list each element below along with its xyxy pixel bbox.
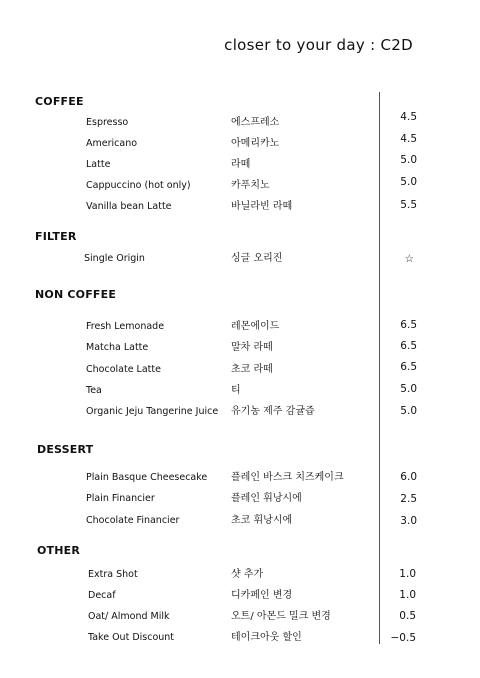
- item-name-en: Tea: [86, 385, 102, 396]
- item-price: 5.0: [400, 405, 417, 417]
- menu-item: [0, 492, 480, 506]
- item-price: 6.5: [400, 319, 417, 331]
- item-name-ko: 테이크아웃 할인: [231, 632, 302, 643]
- menu-item: [0, 471, 480, 485]
- item-price: 3.0: [400, 515, 417, 527]
- item-price: ☆: [404, 253, 414, 265]
- item-name-ko: 바닐라빈 라떼: [231, 201, 293, 212]
- item-price: 1.0: [399, 568, 416, 580]
- item-name-ko: 플레인 바스크 치즈케이크: [231, 472, 344, 483]
- item-price: 5.0: [400, 154, 417, 166]
- item-name-ko: 싱글 오리진: [231, 253, 283, 264]
- item-price: 2.5: [400, 493, 417, 505]
- item-name-en: Americano: [86, 138, 138, 149]
- menu-item: [0, 133, 480, 151]
- item-price: 5.5: [400, 199, 417, 211]
- item-price: 0.5: [399, 610, 416, 622]
- menu-item: [0, 252, 480, 266]
- item-name-ko: 아메리카노: [231, 138, 280, 149]
- item-name-en: Oat/ Almond Milk: [88, 611, 170, 622]
- menu-item: [0, 405, 480, 419]
- item-price: 1.0: [399, 589, 416, 601]
- item-name-en: Cappuccino (hot only): [86, 180, 191, 191]
- menu-item: [0, 568, 480, 582]
- item-name-en: Matcha Latte: [86, 342, 149, 353]
- menu-item: [0, 320, 480, 334]
- section-heading-coffee: COFFEE: [35, 95, 84, 108]
- section-heading-non-coffee: NON COFFEE: [35, 288, 117, 301]
- item-price: 6.5: [400, 361, 417, 373]
- item-name-en: Plain Financier: [86, 493, 155, 504]
- section-heading-filter: FILTER: [35, 230, 77, 243]
- item-name-en: Take Out Discount: [88, 632, 175, 643]
- menu-item: [0, 589, 480, 603]
- menu-item: [0, 384, 480, 398]
- item-name-ko: 초코 라떼: [231, 364, 273, 375]
- menu-item: [0, 200, 480, 214]
- item-name-ko: 유기농 제주 감귤즙: [231, 406, 315, 417]
- menu-item: [0, 341, 480, 355]
- item-name-ko: 디카페인 변경: [231, 590, 293, 601]
- item-name-en: Chocolate Latte: [86, 364, 161, 375]
- item-name-ko: 에스프레소: [231, 117, 280, 128]
- page-title: closer to your day : C2D: [224, 36, 413, 54]
- item-name-en: Fresh Lemonade: [86, 321, 165, 332]
- item-price: 6.0: [400, 471, 417, 483]
- item-price: 4.5: [400, 133, 417, 145]
- item-price: 5.0: [400, 383, 417, 395]
- item-name-en: Espresso: [86, 117, 129, 128]
- item-name-ko: 플레인 휘낭시에: [231, 493, 302, 504]
- item-price: −0.5: [390, 632, 416, 644]
- item-name-en: Vanilla bean Latte: [86, 201, 172, 212]
- item-name-en: Extra Shot: [88, 569, 138, 580]
- item-name-ko: 티: [231, 385, 241, 396]
- section-heading-other: OTHER: [37, 544, 81, 557]
- item-name-ko: 라떼: [231, 159, 251, 170]
- menu-item: [0, 514, 480, 528]
- item-name-ko: 오트/ 아몬드 밀크 변경: [231, 611, 331, 622]
- menu-item: [0, 176, 480, 193]
- item-name-en: Decaf: [88, 590, 116, 601]
- menu-item: [0, 154, 480, 172]
- menu-item: [0, 610, 480, 624]
- item-name-en: Latte: [86, 159, 111, 170]
- item-name-ko: 레몬에이드: [231, 321, 280, 332]
- item-name-en: Chocolate Financier: [86, 515, 180, 526]
- item-name-en: Plain Basque Cheesecake: [86, 472, 208, 483]
- item-name-en: Organic Jeju Tangerine Juice: [86, 406, 219, 417]
- item-name-en: Single Origin: [84, 253, 145, 264]
- menu-item: [0, 363, 480, 377]
- item-name-ko: 카푸치노: [231, 180, 270, 191]
- item-price: 5.0: [400, 176, 417, 188]
- item-name-ko: 초코 휘낭시에: [231, 515, 293, 526]
- item-name-ko: 말차 라떼: [231, 342, 273, 353]
- item-price: 4.5: [400, 111, 417, 123]
- menu-item: [0, 631, 480, 645]
- item-name-ko: 샷 추가: [231, 569, 264, 580]
- item-price: 6.5: [400, 340, 417, 352]
- section-heading-dessert: DESSERT: [37, 443, 94, 456]
- menu-item: [0, 111, 480, 130]
